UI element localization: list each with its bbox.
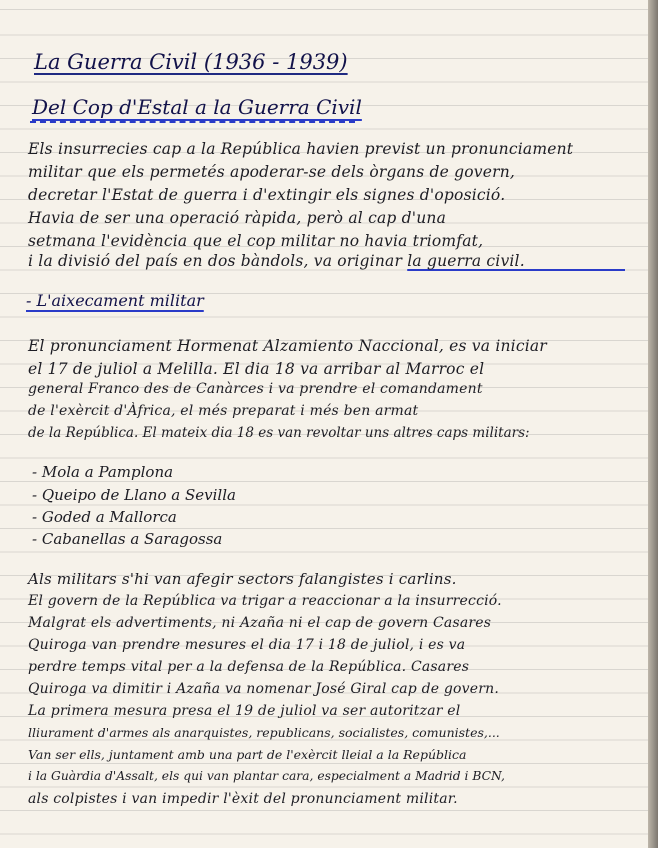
paragraph3-line-8: lliurament d'armes als anarquistes, republicans, socialistes, comunistes,... [28,725,500,740]
paragraph1-line-5: setmana l'evidència que el cop militar no havia triomfat, [28,232,484,250]
paragraph1-line-6-text: i la divisió del país en dos bàndols, va originar [28,252,403,270]
paragraph3-line-9: Van ser ells, juntament amb una part de l'exèrcit lleial a la República [28,747,467,762]
paragraph2-line-1: El pronunciament Hormenat Alzamiento Naccional, es va iniciar [28,337,547,355]
page-title: La Guerra Civil (1936 - 1939) [34,50,348,74]
paragraph3-line-3: Malgrat els advertiments, ni Azaña ni el cap de govern Casares [28,615,492,631]
paragraph3-line-4: Quiroga van prendre mesures el dia 17 i 18 de juliol, i es va [28,637,466,653]
paragraph3-line-2: El govern de la República va trigar a reaccionar a la insurrecció. [28,593,502,609]
section-heading-coup: Del Cop d'Estal a la Guerra Civil [32,95,362,119]
paragraph1-line-3: decretar l'Estat de guerra i d'extingir els signes d'oposició. [28,186,506,204]
dashed-underline [30,121,355,123]
paragraph3-line-11: als colpistes i van impedir l'èxit del pronunciament militar. [28,791,458,807]
paragraph2-line-5: de la República. El mateix dia 18 es van revoltar uns altres caps militars: [28,425,530,441]
paragraph2-line-2: el 17 de juliol a Melilla. El dia 18 va arribar al Marroc el [28,360,485,378]
paragraph1-line-4: Havia de ser una operació ràpida, però al cap d'una [28,209,447,227]
section-heading-uprising: - L'aixecament militar [26,291,204,310]
paragraph1-line-6 [28,252,525,270]
paragraph3-line-6: Quiroga va dimitir i Azaña va nomenar José Giral cap de govern. [28,681,500,697]
paragraph1-line-2: militar que els permetés apoderar-se dels òrgans de govern, [28,163,516,181]
paragraph3-line-5: perdre temps vital per a la defensa de la República. Casares [28,659,470,675]
paragraph2-line-3: general Franco des de Canàrces i va prendre el comandament [28,381,483,397]
paragraph3-line-1: Als militars s'hi van afegir sectors falangistes i carlins. [28,570,457,588]
paragraph3-line-7: La primera mesura presa el 19 de juliol va ser autoritzar el [28,703,461,719]
paragraph1-line-1: Els insurrecies cap a la República havien previst un pronunciament [28,140,574,158]
bullet-item: - Cabanellas a Saragossa [32,530,223,548]
highlight-guerra-civil: la guerra civil. [407,252,525,270]
page-edge [648,0,658,848]
bullet-item: - Goded a Mallorca [32,508,177,526]
paragraph3-line-10: i la Guàrdia d'Assalt, els qui van plantar cara, especialment a Madrid i BCN, [28,769,505,783]
paragraph2-line-4: de l'exèrcit d'Àfrica, el més preparat i més ben armat [28,403,419,419]
second-underline [493,269,625,271]
bullet-item: - Queipo de Llano a Sevilla [32,486,236,504]
bullet-item: - Mola a Pamplona [32,463,174,481]
